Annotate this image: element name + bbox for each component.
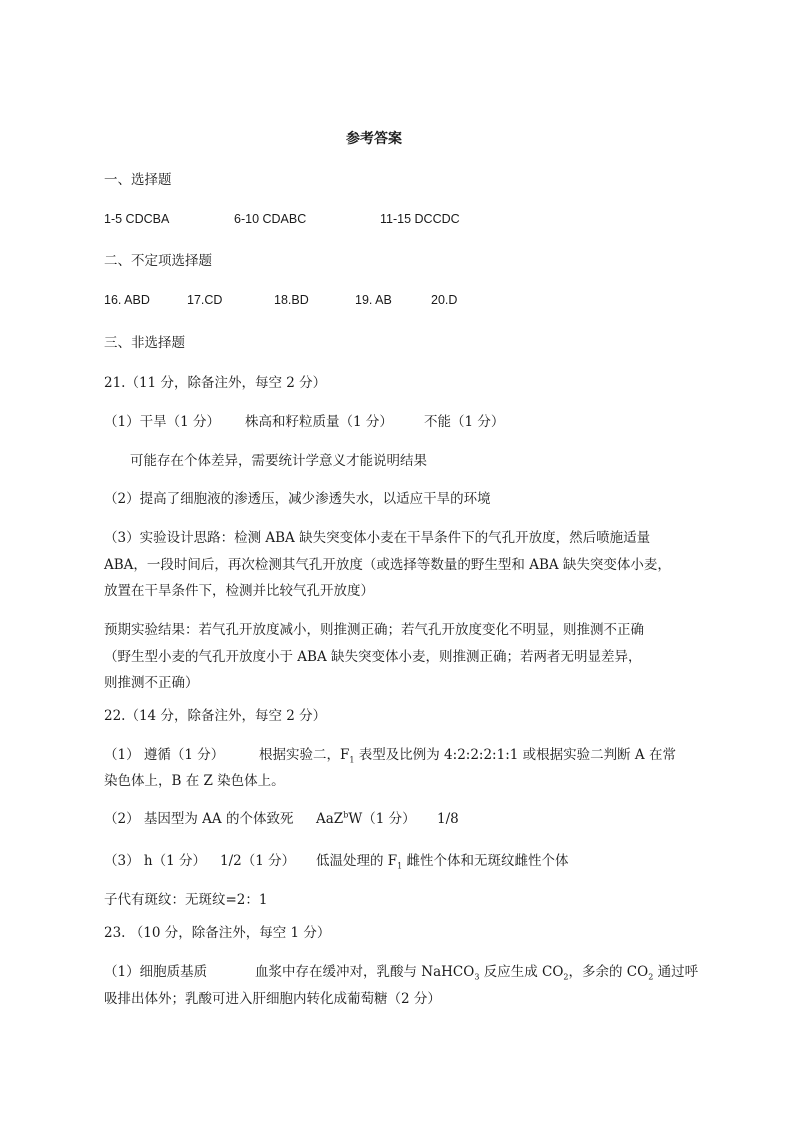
q22-answer-3-line2: 子代有斑纹：无斑纹=2：1 bbox=[104, 892, 268, 908]
subscript: 2 bbox=[648, 972, 654, 982]
answer-group: 11-15 DCCDC bbox=[380, 212, 460, 226]
section3-heading: 三、非选择题 bbox=[104, 335, 185, 351]
genotype bbox=[316, 810, 416, 828]
answer-part: 1/8 bbox=[437, 811, 459, 827]
answer-text: 低温处理的 F bbox=[316, 853, 398, 869]
q22-answer-3 bbox=[104, 852, 664, 870]
q21-answer-1 bbox=[104, 413, 664, 431]
q21-header: 21.（11 分，除备注外，每空 2 分） bbox=[104, 375, 327, 391]
answer-text: 血浆中存在缓冲对，乳酸与 NaHCO bbox=[255, 964, 475, 980]
answer-group: 17.CD bbox=[187, 293, 223, 307]
q21-answer-2: （2）提高了细胞液的渗透压，减少渗透失水，以适应干旱的环境 bbox=[104, 491, 491, 507]
answer-part bbox=[255, 963, 698, 981]
q21-result-line: 预期实验结果：若气孔开放度减小，则推测正确；若气孔开放度变化不明显，则推测不正确 bbox=[104, 622, 644, 638]
answer-text: 反应生成 CO bbox=[479, 964, 564, 980]
superscript: b bbox=[343, 810, 349, 820]
q21-answer-3-line: （3）实验设计思路：检测 ABA 缺失突变体小麦在干旱条件下的气孔开放度，然后喷施适量 bbox=[104, 530, 651, 546]
answer-part: （1）细胞质基质 bbox=[104, 964, 208, 980]
subscript: 3 bbox=[474, 972, 480, 982]
q23-header: 23. （10 分，除备注外，每空 1 分） bbox=[104, 925, 331, 941]
answer-group: 1-5 CDCBA bbox=[104, 212, 170, 226]
q22-answer-2 bbox=[104, 810, 664, 828]
answer-part: 不能（1 分） bbox=[424, 414, 505, 430]
answer-part bbox=[259, 746, 676, 764]
answer-text: 表型及比例为 4:2:2:2:1:1 或根据实验二判断 A 在常 bbox=[354, 747, 676, 763]
answer-part: （3） h（1 分） bbox=[104, 853, 206, 869]
q23-answer-1 bbox=[104, 963, 699, 982]
answer-part: 株高和籽粒质量（1 分） bbox=[245, 414, 393, 430]
q23-answer-1-line2: 吸排出体外；乳酸可进入肝细胞内转化成葡萄糖（2 分） bbox=[104, 991, 441, 1007]
answer-group: 16. ABD bbox=[104, 293, 150, 307]
answer-text: AaZ bbox=[316, 811, 344, 827]
answer-part bbox=[316, 852, 569, 870]
section2-heading: 二、不定项选择题 bbox=[104, 253, 212, 269]
q22-answer-1 bbox=[104, 746, 676, 765]
q22-answer-1-line2: 染色体上，B 在 Z 染色体上。 bbox=[104, 773, 285, 789]
answer-text: 通过呼 bbox=[653, 964, 699, 980]
answer-part: （1） 遵循（1 分） bbox=[104, 747, 225, 763]
answer-part: 1/2（1 分） bbox=[220, 853, 296, 869]
answer-group: 18.BD bbox=[274, 293, 309, 307]
subscript: 2 bbox=[563, 972, 569, 982]
q21-result-line: （野生型小麦的气孔开放度小于 ABA 缺失突变体小麦，则推测正确；若两者无明显差异， bbox=[104, 649, 642, 665]
answer-text: 雌性个体和无斑纹雌性个体 bbox=[402, 853, 569, 869]
answer-text: W（1 分） bbox=[348, 811, 416, 827]
answer-part: （1）干旱（1 分） bbox=[104, 414, 220, 430]
answer-text: ，多余的 CO bbox=[568, 964, 649, 980]
q21-answer-3-line: ABA，一段时间后，再次检测其气孔开放度（或选择等数量的野生型和 ABA 缺失突变体小麦， bbox=[104, 557, 671, 573]
page-title: 参考答案 bbox=[346, 131, 402, 147]
subscript: 1 bbox=[397, 861, 403, 871]
q22-header: 22.（14 分，除备注外，每空 2 分） bbox=[104, 708, 327, 724]
q21-answer-1-note: 可能存在个体差异，需要统计学意义才能说明结果 bbox=[130, 453, 427, 469]
section1-heading: 一、选择题 bbox=[104, 172, 172, 188]
q21-answer-3-line: 放置在干旱条件下，检测并比较气孔开放度） bbox=[104, 583, 374, 599]
q21-result-line: 则推测不正确） bbox=[104, 675, 199, 691]
subscript: 1 bbox=[349, 755, 355, 765]
answer-group: 20.D bbox=[431, 293, 458, 307]
answer-group: 19. AB bbox=[355, 293, 392, 307]
answer-text: 根据实验二，F bbox=[259, 747, 350, 763]
answer-group: 6-10 CDABC bbox=[234, 212, 307, 226]
answer-part: （2） 基因型为 AA 的个体致死 bbox=[104, 811, 294, 827]
